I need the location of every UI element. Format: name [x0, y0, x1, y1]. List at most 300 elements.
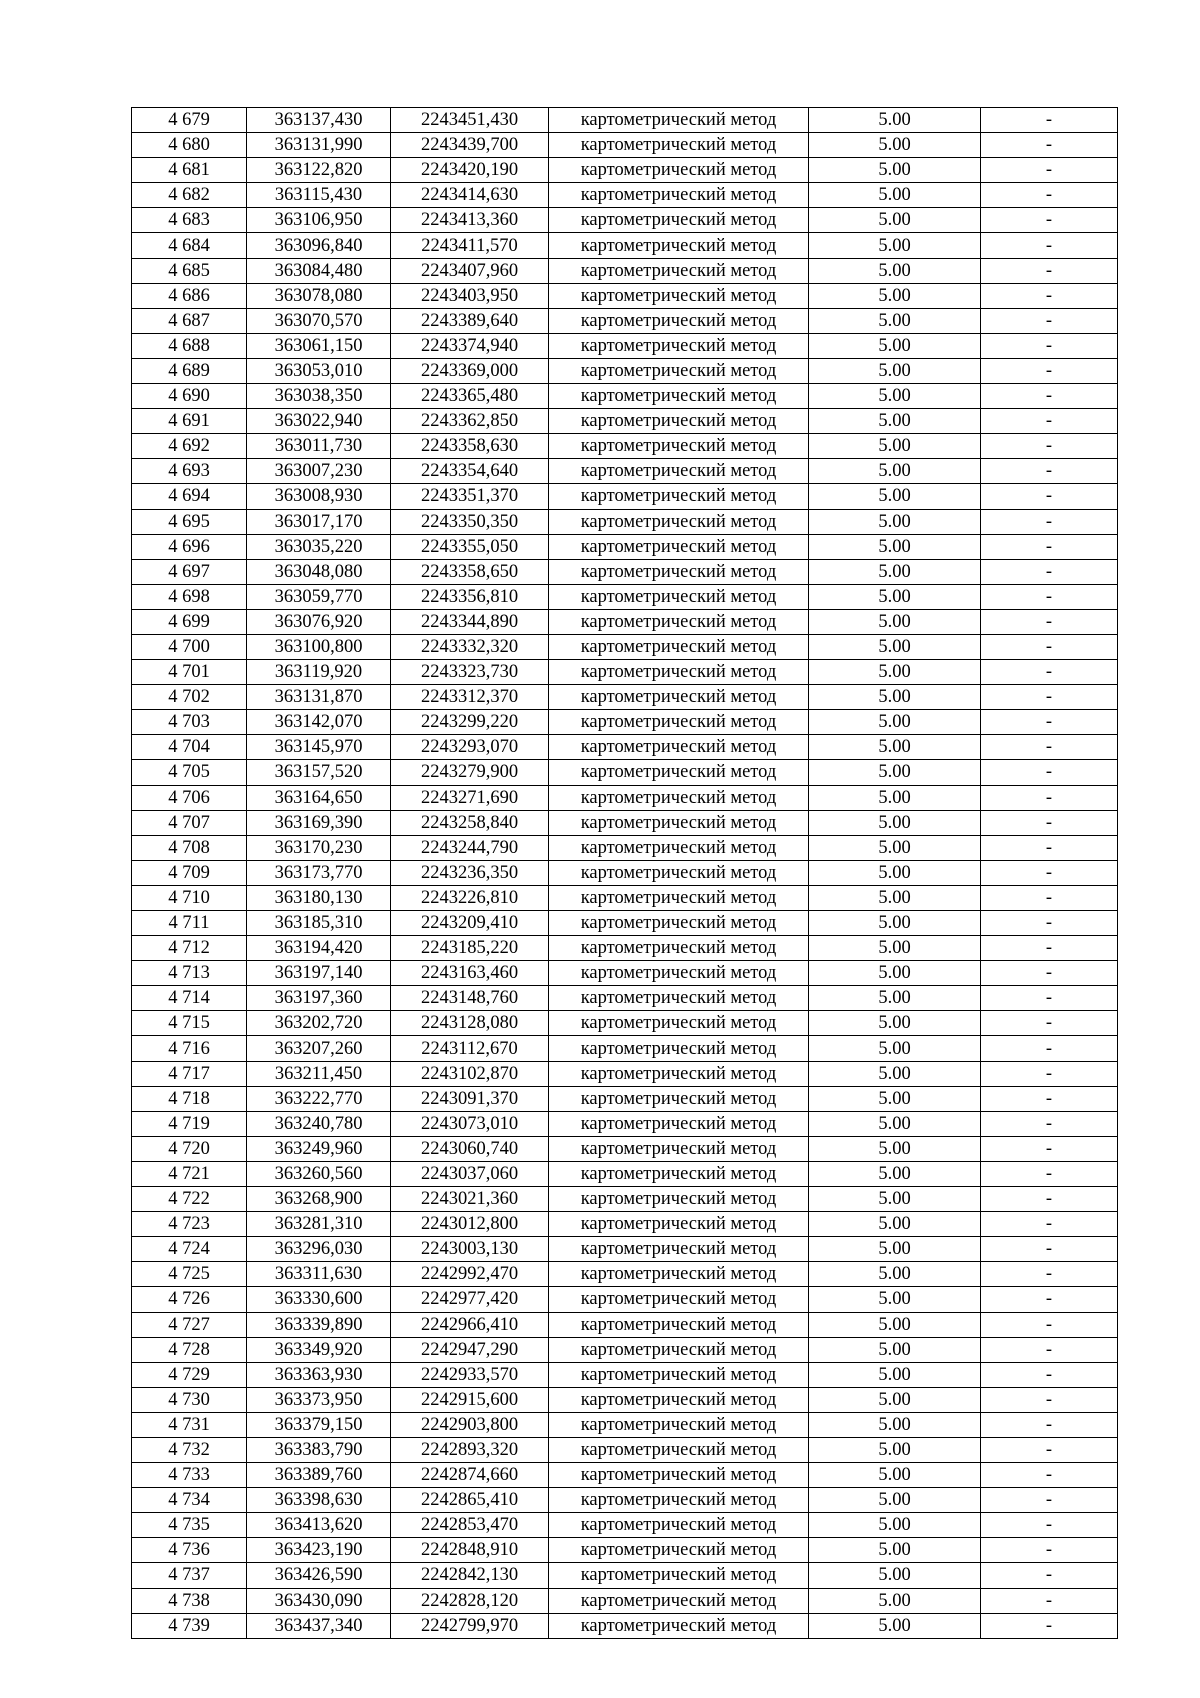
note-cell: - — [981, 660, 1118, 685]
method-cell: картометрический метод — [549, 710, 809, 735]
point-number-cell: 4 685 — [132, 258, 247, 283]
method-cell: картометрический метод — [549, 1513, 809, 1538]
method-cell: картометрический метод — [549, 509, 809, 534]
x-coordinate-cell: 363173,770 — [247, 860, 391, 885]
x-coordinate-cell: 363222,770 — [247, 1086, 391, 1111]
point-number-cell: 4 689 — [132, 358, 247, 383]
y-coordinate-cell: 2243060,740 — [391, 1136, 549, 1161]
method-cell: картометрический метод — [549, 936, 809, 961]
note-cell: - — [981, 233, 1118, 258]
note-cell: - — [981, 735, 1118, 760]
method-cell: картометрический метод — [549, 534, 809, 559]
table-row — [132, 1463, 1118, 1488]
x-coordinate-cell: 363383,790 — [247, 1437, 391, 1462]
point-number-cell: 4 696 — [132, 534, 247, 559]
method-cell: картометрический метод — [549, 885, 809, 910]
method-cell: картометрический метод — [549, 484, 809, 509]
note-cell: - — [981, 358, 1118, 383]
y-coordinate-cell: 2243091,370 — [391, 1086, 549, 1111]
y-coordinate-cell: 2243244,790 — [391, 835, 549, 860]
x-coordinate-cell: 363423,190 — [247, 1538, 391, 1563]
x-coordinate-cell: 363339,890 — [247, 1312, 391, 1337]
table-row — [132, 1061, 1118, 1086]
method-cell: картометрический метод — [549, 685, 809, 710]
accuracy-cell: 5.00 — [809, 534, 981, 559]
x-coordinate-cell: 363389,760 — [247, 1463, 391, 1488]
method-cell: картометрический метод — [549, 1136, 809, 1161]
accuracy-cell: 5.00 — [809, 384, 981, 409]
point-number-cell: 4 684 — [132, 233, 247, 258]
x-coordinate-cell: 363413,620 — [247, 1513, 391, 1538]
note-cell: - — [981, 760, 1118, 785]
point-number-cell: 4 739 — [132, 1613, 247, 1638]
table-row — [132, 534, 1118, 559]
x-coordinate-cell: 363076,920 — [247, 609, 391, 634]
table-row — [132, 1161, 1118, 1186]
note-cell: - — [981, 333, 1118, 358]
x-coordinate-cell: 363426,590 — [247, 1563, 391, 1588]
point-number-cell: 4 679 — [132, 108, 247, 133]
x-coordinate-cell: 363240,780 — [247, 1111, 391, 1136]
point-number-cell: 4 686 — [132, 283, 247, 308]
y-coordinate-cell: 2243112,670 — [391, 1036, 549, 1061]
x-coordinate-cell: 363194,420 — [247, 936, 391, 961]
point-number-cell: 4 680 — [132, 133, 247, 158]
method-cell: картометрический метод — [549, 961, 809, 986]
table-row — [132, 835, 1118, 860]
method-cell: картометрический метод — [549, 1387, 809, 1412]
table-row — [132, 308, 1118, 333]
point-number-cell: 4 726 — [132, 1287, 247, 1312]
coordinates-table — [131, 107, 1118, 1639]
table-row — [132, 1011, 1118, 1036]
accuracy-cell: 5.00 — [809, 333, 981, 358]
x-coordinate-cell: 363211,450 — [247, 1061, 391, 1086]
y-coordinate-cell: 2243374,940 — [391, 333, 549, 358]
note-cell: - — [981, 634, 1118, 659]
note-cell: - — [981, 609, 1118, 634]
note-cell: - — [981, 911, 1118, 936]
point-number-cell: 4 719 — [132, 1111, 247, 1136]
method-cell: картометрический метод — [549, 911, 809, 936]
table-row — [132, 1513, 1118, 1538]
point-number-cell: 4 713 — [132, 961, 247, 986]
accuracy-cell: 5.00 — [809, 810, 981, 835]
y-coordinate-cell: 2243355,050 — [391, 534, 549, 559]
point-number-cell: 4 709 — [132, 860, 247, 885]
y-coordinate-cell: 2243148,760 — [391, 986, 549, 1011]
accuracy-cell: 5.00 — [809, 409, 981, 434]
x-coordinate-cell: 363078,080 — [247, 283, 391, 308]
note-cell: - — [981, 208, 1118, 233]
table-row — [132, 1136, 1118, 1161]
point-number-cell: 4 717 — [132, 1061, 247, 1086]
table-row — [132, 1312, 1118, 1337]
method-cell: картометрический метод — [549, 735, 809, 760]
y-coordinate-cell: 2243411,570 — [391, 233, 549, 258]
table-row — [132, 710, 1118, 735]
accuracy-cell: 5.00 — [809, 1613, 981, 1638]
accuracy-cell: 5.00 — [809, 434, 981, 459]
y-coordinate-cell: 2243403,950 — [391, 283, 549, 308]
method-cell: картометрический метод — [549, 434, 809, 459]
x-coordinate-cell: 363070,570 — [247, 308, 391, 333]
accuracy-cell: 5.00 — [809, 986, 981, 1011]
accuracy-cell: 5.00 — [809, 1187, 981, 1212]
table-row — [132, 409, 1118, 434]
x-coordinate-cell: 363022,940 — [247, 409, 391, 434]
y-coordinate-cell: 2243012,800 — [391, 1212, 549, 1237]
y-coordinate-cell: 2243356,810 — [391, 584, 549, 609]
point-number-cell: 4 702 — [132, 685, 247, 710]
y-coordinate-cell: 2243351,370 — [391, 484, 549, 509]
note-cell: - — [981, 936, 1118, 961]
point-number-cell: 4 688 — [132, 333, 247, 358]
accuracy-cell: 5.00 — [809, 735, 981, 760]
method-cell: картометрический метод — [549, 233, 809, 258]
table-row — [132, 685, 1118, 710]
y-coordinate-cell: 2243420,190 — [391, 158, 549, 183]
x-coordinate-cell: 363017,170 — [247, 509, 391, 534]
y-coordinate-cell: 2243389,640 — [391, 308, 549, 333]
point-number-cell: 4 703 — [132, 710, 247, 735]
note-cell: - — [981, 1262, 1118, 1287]
note-cell: - — [981, 459, 1118, 484]
x-coordinate-cell: 363268,900 — [247, 1187, 391, 1212]
table-row — [132, 810, 1118, 835]
point-number-cell: 4 733 — [132, 1463, 247, 1488]
y-coordinate-cell: 2243279,900 — [391, 760, 549, 785]
table-row — [132, 860, 1118, 885]
table-row — [132, 509, 1118, 534]
note-cell: - — [981, 283, 1118, 308]
point-number-cell: 4 708 — [132, 835, 247, 860]
table-row — [132, 760, 1118, 785]
y-coordinate-cell: 2243350,350 — [391, 509, 549, 534]
accuracy-cell: 5.00 — [809, 911, 981, 936]
method-cell: картометрический метод — [549, 308, 809, 333]
accuracy-cell: 5.00 — [809, 1312, 981, 1337]
note-cell: - — [981, 1337, 1118, 1362]
table-row — [132, 1387, 1118, 1412]
note-cell: - — [981, 1538, 1118, 1563]
y-coordinate-cell: 2243451,430 — [391, 108, 549, 133]
point-number-cell: 4 732 — [132, 1437, 247, 1462]
note-cell: - — [981, 961, 1118, 986]
note-cell: - — [981, 1086, 1118, 1111]
y-coordinate-cell: 2242947,290 — [391, 1337, 549, 1362]
method-cell: картометрический метод — [549, 1337, 809, 1362]
y-coordinate-cell: 2243323,730 — [391, 660, 549, 685]
table-row — [132, 484, 1118, 509]
method-cell: картометрический метод — [549, 1036, 809, 1061]
point-number-cell: 4 683 — [132, 208, 247, 233]
note-cell: - — [981, 509, 1118, 534]
table-row — [132, 1337, 1118, 1362]
accuracy-cell: 5.00 — [809, 936, 981, 961]
note-cell: - — [981, 158, 1118, 183]
accuracy-cell: 5.00 — [809, 1362, 981, 1387]
method-cell: картометрический метод — [549, 609, 809, 634]
accuracy-cell: 5.00 — [809, 1086, 981, 1111]
y-coordinate-cell: 2243344,890 — [391, 609, 549, 634]
accuracy-cell: 5.00 — [809, 484, 981, 509]
point-number-cell: 4 695 — [132, 509, 247, 534]
note-cell: - — [981, 1136, 1118, 1161]
table-row — [132, 911, 1118, 936]
x-coordinate-cell: 363122,820 — [247, 158, 391, 183]
point-number-cell: 4 704 — [132, 735, 247, 760]
method-cell: картометрический метод — [549, 634, 809, 659]
method-cell: картометрический метод — [549, 1287, 809, 1312]
table-row — [132, 133, 1118, 158]
note-cell: - — [981, 1212, 1118, 1237]
note-cell: - — [981, 409, 1118, 434]
y-coordinate-cell: 2242828,120 — [391, 1588, 549, 1613]
x-coordinate-cell: 363296,030 — [247, 1237, 391, 1262]
table-row — [132, 961, 1118, 986]
table-row — [132, 384, 1118, 409]
table-row — [132, 158, 1118, 183]
table-row — [132, 1086, 1118, 1111]
point-number-cell: 4 698 — [132, 584, 247, 609]
note-cell: - — [981, 1412, 1118, 1437]
table-row — [132, 1613, 1118, 1638]
x-coordinate-cell: 363207,260 — [247, 1036, 391, 1061]
note-cell: - — [981, 1237, 1118, 1262]
note-cell: - — [981, 108, 1118, 133]
note-cell: - — [981, 1111, 1118, 1136]
method-cell: картометрический метод — [549, 559, 809, 584]
table-row — [132, 1237, 1118, 1262]
note-cell: - — [981, 860, 1118, 885]
x-coordinate-cell: 363281,310 — [247, 1212, 391, 1237]
note-cell: - — [981, 133, 1118, 158]
accuracy-cell: 5.00 — [809, 785, 981, 810]
method-cell: картометрический метод — [549, 1212, 809, 1237]
x-coordinate-cell: 363048,080 — [247, 559, 391, 584]
y-coordinate-cell: 2243185,220 — [391, 936, 549, 961]
point-number-cell: 4 682 — [132, 183, 247, 208]
note-cell: - — [981, 885, 1118, 910]
note-cell: - — [981, 1312, 1118, 1337]
method-cell: картометрический метод — [549, 1437, 809, 1462]
method-cell: картометрический метод — [549, 986, 809, 1011]
table-row — [132, 1563, 1118, 1588]
point-number-cell: 4 712 — [132, 936, 247, 961]
point-number-cell: 4 690 — [132, 384, 247, 409]
point-number-cell: 4 701 — [132, 660, 247, 685]
method-cell: картометрический метод — [549, 108, 809, 133]
accuracy-cell: 5.00 — [809, 183, 981, 208]
method-cell: картометрический метод — [549, 1312, 809, 1337]
point-number-cell: 4 681 — [132, 158, 247, 183]
accuracy-cell: 5.00 — [809, 1538, 981, 1563]
note-cell: - — [981, 1061, 1118, 1086]
accuracy-cell: 5.00 — [809, 710, 981, 735]
y-coordinate-cell: 2243003,130 — [391, 1237, 549, 1262]
accuracy-cell: 5.00 — [809, 459, 981, 484]
accuracy-cell: 5.00 — [809, 835, 981, 860]
accuracy-cell: 5.00 — [809, 660, 981, 685]
x-coordinate-cell: 363197,360 — [247, 986, 391, 1011]
table-row — [132, 885, 1118, 910]
table-row — [132, 258, 1118, 283]
x-coordinate-cell: 363035,220 — [247, 534, 391, 559]
method-cell: картометрический метод — [549, 1613, 809, 1638]
y-coordinate-cell: 2243362,850 — [391, 409, 549, 434]
x-coordinate-cell: 363363,930 — [247, 1362, 391, 1387]
y-coordinate-cell: 2243365,480 — [391, 384, 549, 409]
point-number-cell: 4 731 — [132, 1412, 247, 1437]
point-number-cell: 4 692 — [132, 434, 247, 459]
accuracy-cell: 5.00 — [809, 509, 981, 534]
method-cell: картометрический метод — [549, 785, 809, 810]
table-row — [132, 584, 1118, 609]
x-coordinate-cell: 363249,960 — [247, 1136, 391, 1161]
y-coordinate-cell: 2243358,630 — [391, 434, 549, 459]
accuracy-cell: 5.00 — [809, 1237, 981, 1262]
x-coordinate-cell: 363038,350 — [247, 384, 391, 409]
note-cell: - — [981, 534, 1118, 559]
y-coordinate-cell: 2242865,410 — [391, 1488, 549, 1513]
note-cell: - — [981, 1563, 1118, 1588]
point-number-cell: 4 737 — [132, 1563, 247, 1588]
note-cell: - — [981, 1613, 1118, 1638]
note-cell: - — [981, 1161, 1118, 1186]
method-cell: картометрический метод — [549, 1488, 809, 1513]
x-coordinate-cell: 363059,770 — [247, 584, 391, 609]
table-row — [132, 208, 1118, 233]
x-coordinate-cell: 363008,930 — [247, 484, 391, 509]
table-row — [132, 1588, 1118, 1613]
accuracy-cell: 5.00 — [809, 258, 981, 283]
method-cell: картометрический метод — [549, 810, 809, 835]
x-coordinate-cell: 363084,480 — [247, 258, 391, 283]
accuracy-cell: 5.00 — [809, 1563, 981, 1588]
point-number-cell: 4 694 — [132, 484, 247, 509]
y-coordinate-cell: 2243299,220 — [391, 710, 549, 735]
point-number-cell: 4 730 — [132, 1387, 247, 1412]
method-cell: картометрический метод — [549, 333, 809, 358]
method-cell: картометрический метод — [549, 1061, 809, 1086]
accuracy-cell: 5.00 — [809, 1287, 981, 1312]
table-row — [132, 1212, 1118, 1237]
note-cell: - — [981, 986, 1118, 1011]
x-coordinate-cell: 363164,650 — [247, 785, 391, 810]
table-row — [132, 459, 1118, 484]
note-cell: - — [981, 258, 1118, 283]
note-cell: - — [981, 434, 1118, 459]
point-number-cell: 4 706 — [132, 785, 247, 810]
x-coordinate-cell: 363430,090 — [247, 1588, 391, 1613]
y-coordinate-cell: 2242966,410 — [391, 1312, 549, 1337]
point-number-cell: 4 710 — [132, 885, 247, 910]
point-number-cell: 4 705 — [132, 760, 247, 785]
accuracy-cell: 5.00 — [809, 885, 981, 910]
note-cell: - — [981, 685, 1118, 710]
accuracy-cell: 5.00 — [809, 860, 981, 885]
y-coordinate-cell: 2243073,010 — [391, 1111, 549, 1136]
x-coordinate-cell: 363373,950 — [247, 1387, 391, 1412]
method-cell: картометрический метод — [549, 358, 809, 383]
method-cell: картометрический метод — [549, 584, 809, 609]
accuracy-cell: 5.00 — [809, 609, 981, 634]
accuracy-cell: 5.00 — [809, 1036, 981, 1061]
point-number-cell: 4 715 — [132, 1011, 247, 1036]
method-cell: картометрический метод — [549, 1262, 809, 1287]
table-row — [132, 183, 1118, 208]
method-cell: картометрический метод — [549, 835, 809, 860]
y-coordinate-cell: 2243407,960 — [391, 258, 549, 283]
table-row — [132, 1412, 1118, 1437]
y-coordinate-cell: 2242933,570 — [391, 1362, 549, 1387]
accuracy-cell: 5.00 — [809, 1437, 981, 1462]
y-coordinate-cell: 2243226,810 — [391, 885, 549, 910]
accuracy-cell: 5.00 — [809, 1387, 981, 1412]
accuracy-cell: 5.00 — [809, 133, 981, 158]
note-cell: - — [981, 1437, 1118, 1462]
x-coordinate-cell: 363398,630 — [247, 1488, 391, 1513]
note-cell: - — [981, 810, 1118, 835]
table-row — [132, 1111, 1118, 1136]
method-cell: картометрический метод — [549, 258, 809, 283]
point-number-cell: 4 735 — [132, 1513, 247, 1538]
x-coordinate-cell: 363007,230 — [247, 459, 391, 484]
x-coordinate-cell: 363119,920 — [247, 660, 391, 685]
accuracy-cell: 5.00 — [809, 685, 981, 710]
note-cell: - — [981, 1387, 1118, 1412]
table-row — [132, 1036, 1118, 1061]
y-coordinate-cell: 2243413,360 — [391, 208, 549, 233]
table-row — [132, 434, 1118, 459]
table-row — [132, 559, 1118, 584]
x-coordinate-cell: 363142,070 — [247, 710, 391, 735]
x-coordinate-cell: 363106,950 — [247, 208, 391, 233]
y-coordinate-cell: 2243369,000 — [391, 358, 549, 383]
accuracy-cell: 5.00 — [809, 584, 981, 609]
accuracy-cell: 5.00 — [809, 1011, 981, 1036]
y-coordinate-cell: 2242848,910 — [391, 1538, 549, 1563]
table-row — [132, 986, 1118, 1011]
note-cell: - — [981, 835, 1118, 860]
y-coordinate-cell: 2243293,070 — [391, 735, 549, 760]
x-coordinate-cell: 363115,430 — [247, 183, 391, 208]
x-coordinate-cell: 363349,920 — [247, 1337, 391, 1362]
x-coordinate-cell: 363379,150 — [247, 1412, 391, 1437]
x-coordinate-cell: 363170,230 — [247, 835, 391, 860]
y-coordinate-cell: 2243271,690 — [391, 785, 549, 810]
note-cell: - — [981, 1362, 1118, 1387]
accuracy-cell: 5.00 — [809, 358, 981, 383]
table-row — [132, 785, 1118, 810]
accuracy-cell: 5.00 — [809, 961, 981, 986]
note-cell: - — [981, 785, 1118, 810]
note-cell: - — [981, 584, 1118, 609]
method-cell: картометрический метод — [549, 1187, 809, 1212]
x-coordinate-cell: 363180,130 — [247, 885, 391, 910]
method-cell: картометрический метод — [549, 1086, 809, 1111]
x-coordinate-cell: 363311,630 — [247, 1262, 391, 1287]
table-row — [132, 1362, 1118, 1387]
x-coordinate-cell: 363131,990 — [247, 133, 391, 158]
x-coordinate-cell: 363131,870 — [247, 685, 391, 710]
method-cell: картометрический метод — [549, 183, 809, 208]
y-coordinate-cell: 2243312,370 — [391, 685, 549, 710]
accuracy-cell: 5.00 — [809, 760, 981, 785]
accuracy-cell: 5.00 — [809, 108, 981, 133]
point-number-cell: 4 724 — [132, 1237, 247, 1262]
